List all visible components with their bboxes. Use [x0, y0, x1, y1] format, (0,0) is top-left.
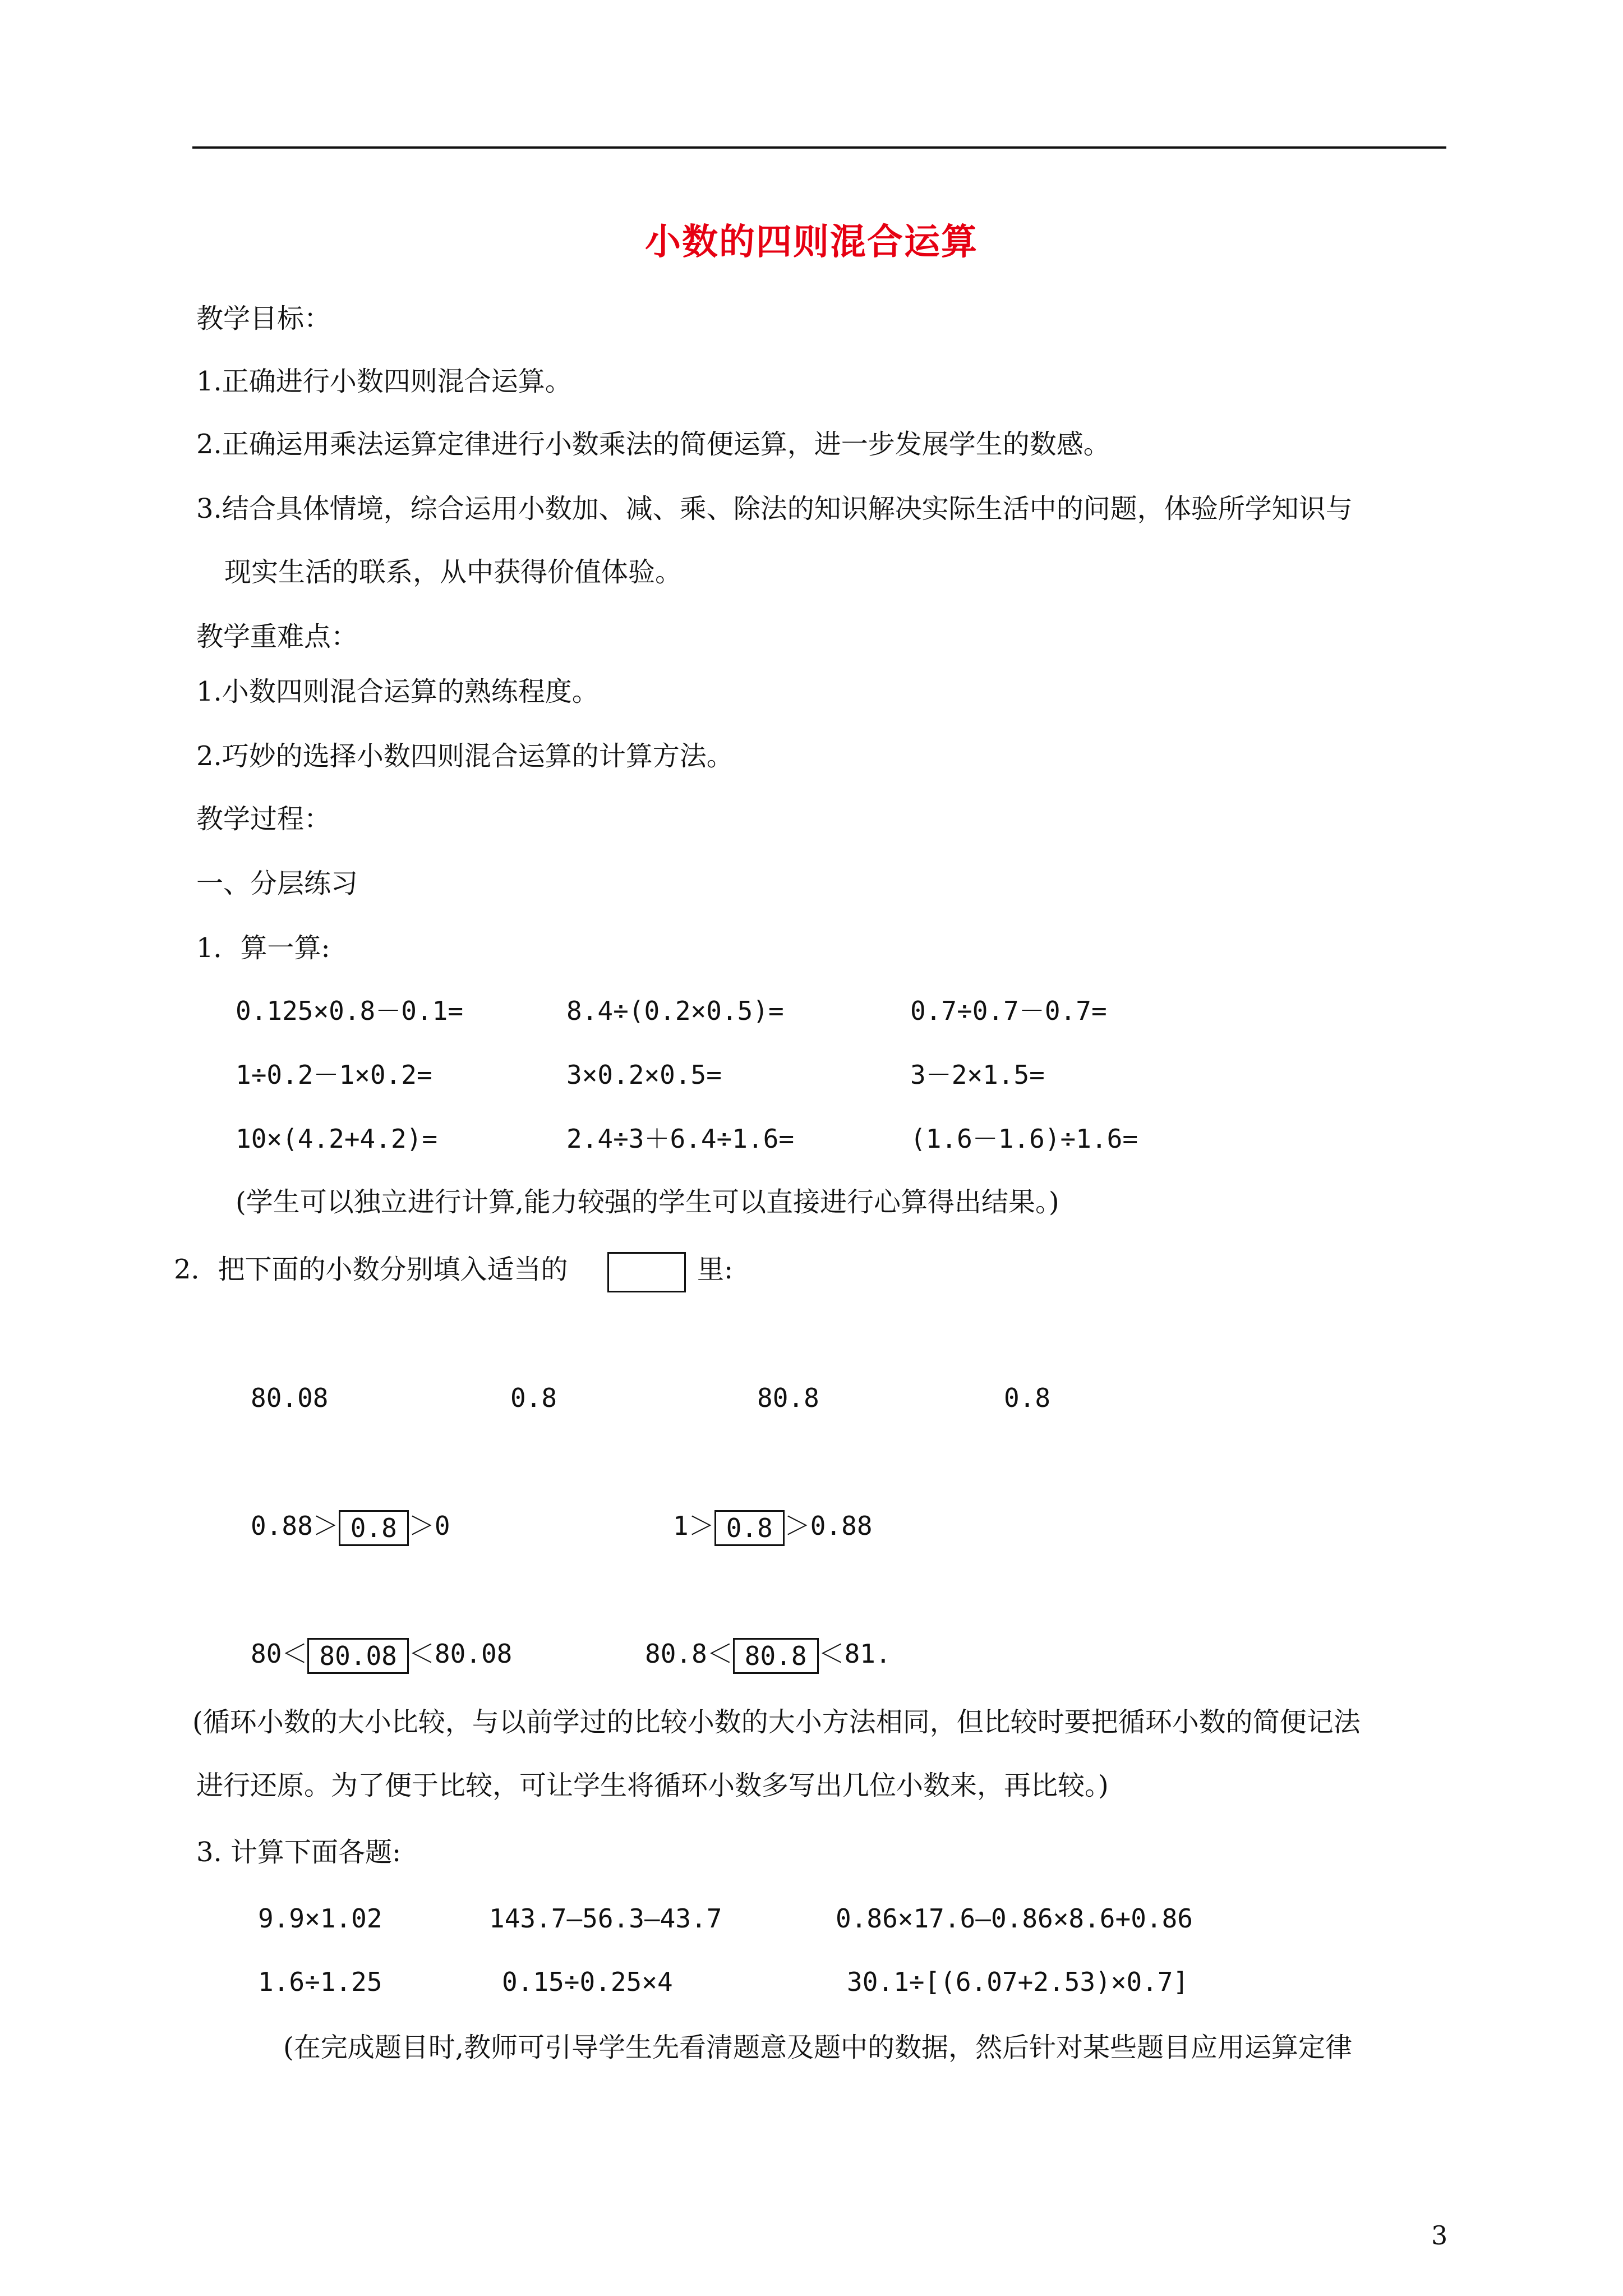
q1-note: (学生可以独立进行计算,能力较强的学生可以直接进行心算得出结果。) [236, 1186, 1059, 1218]
comparison-box: 0.8 [339, 1510, 409, 1546]
q1-expr: 1÷0.2－1×0.2= [236, 1060, 432, 1090]
q3-expr: 9.9×1.02 [258, 1903, 382, 1934]
keypoints-heading: 教学重难点： [196, 621, 358, 652]
q2-note-line-1: (循环小数的大小比较，与以前学过的比较小数的大小方法相同，但比较时要把循环小数的简便记法 [192, 1706, 1361, 1738]
page-title: 小数的四则混合运算 [645, 222, 978, 263]
keypoint-item-1: 1.小数四则混合运算的熟练程度。 [196, 676, 599, 707]
comparison-right: ＞0 [408, 1511, 450, 1541]
q1-expr: 8.4÷(0.2×0.5)= [566, 996, 784, 1026]
q2-label-after: 里: [697, 1254, 734, 1285]
q2-comparison [251, 1509, 450, 1546]
comparison-box: 80.08 [307, 1638, 408, 1674]
objective-item-3-cont: 现实生活的联系，从中获得价值体验。 [224, 556, 683, 588]
q1-expr: 2.4÷3＋6.4÷1.6= [566, 1124, 795, 1154]
q3-label: 3. 计算下面各题: [196, 1837, 402, 1868]
q1-expr: 0.125×0.8－0.1= [236, 996, 464, 1026]
comparison-right: ＞0.88 [784, 1511, 873, 1541]
comparison-left: 80.8＜ [645, 1639, 733, 1669]
q2-number: 80.08 [251, 1383, 329, 1413]
objectives-heading: 教学目标： [196, 303, 331, 334]
answer-blank-box [607, 1252, 686, 1292]
q1-expr: 0.7÷0.7－0.7= [910, 996, 1107, 1026]
q2-number: 80.8 [757, 1383, 819, 1413]
q3-expr: 1.6÷1.25 [258, 1967, 382, 1997]
keypoint-item-2: 2.巧妙的选择小数四则混合运算的计算方法。 [196, 740, 734, 772]
q3-expr: 0.86×17.6–0.86×8.6+0.86 [836, 1903, 1193, 1934]
q2-comparison [645, 1637, 891, 1674]
page-number: 3 [1431, 2220, 1448, 2251]
q1-label: 1．算一算: [196, 932, 330, 964]
comparison-box: 0.8 [714, 1510, 785, 1546]
q3-note: (在完成题目时,教师可引导学生先看清题意及题中的数据，然后针对某些题目应用运算定律 [283, 2032, 1352, 2063]
part1-heading: 一、分层练习 [196, 868, 358, 899]
q1-expr: 10×(4.2+4.2)= [236, 1124, 438, 1154]
comparison-left: 80＜ [251, 1639, 308, 1669]
header-rule [192, 146, 1446, 149]
objective-item-1: 1.正确进行小数四则混合运算。 [196, 366, 572, 397]
comparison-left: 1＞ [673, 1511, 714, 1541]
q3-expr: 143.7–56.3–43.7 [489, 1903, 722, 1934]
objective-item-2: 2.正确运用乘法运算定律进行小数乘法的简便运算，进一步发展学生的数感。 [196, 429, 1110, 460]
comparison-right: ＜80.08 [408, 1639, 513, 1669]
comparison-left: 0.88＞ [251, 1511, 339, 1541]
q2-label: 2．把下面的小数分别填入适当的 [174, 1254, 568, 1285]
q2-number: 0.8 [510, 1383, 557, 1413]
q1-expr: (1.6－1.6)÷1.6= [910, 1124, 1138, 1154]
q1-expr: 3×0.2×0.5= [566, 1060, 722, 1090]
q2-comparison [673, 1509, 873, 1546]
q2-number: 0.8 [1004, 1383, 1051, 1413]
comparison-right: ＜81. [818, 1639, 891, 1669]
process-heading: 教学过程： [196, 803, 331, 835]
comparison-box: 80.8 [733, 1638, 819, 1674]
q3-expr: 0.15÷0.25×4 [502, 1967, 673, 1997]
q2-note-line-2: 进行还原。为了便于比较，可让学生将循环小数多写出几位小数来，再比较。) [196, 1770, 1109, 1801]
q3-expr: 30.1÷[(6.07+2.53)×0.7] [847, 1967, 1189, 1997]
objective-item-3: 3.结合具体情境，综合运用小数加、减、乘、除法的知识解决实际生活中的问题，体验所学知识与 [196, 493, 1353, 524]
q1-expr: 3－2×1.5= [910, 1060, 1045, 1090]
q2-comparison [251, 1637, 512, 1674]
